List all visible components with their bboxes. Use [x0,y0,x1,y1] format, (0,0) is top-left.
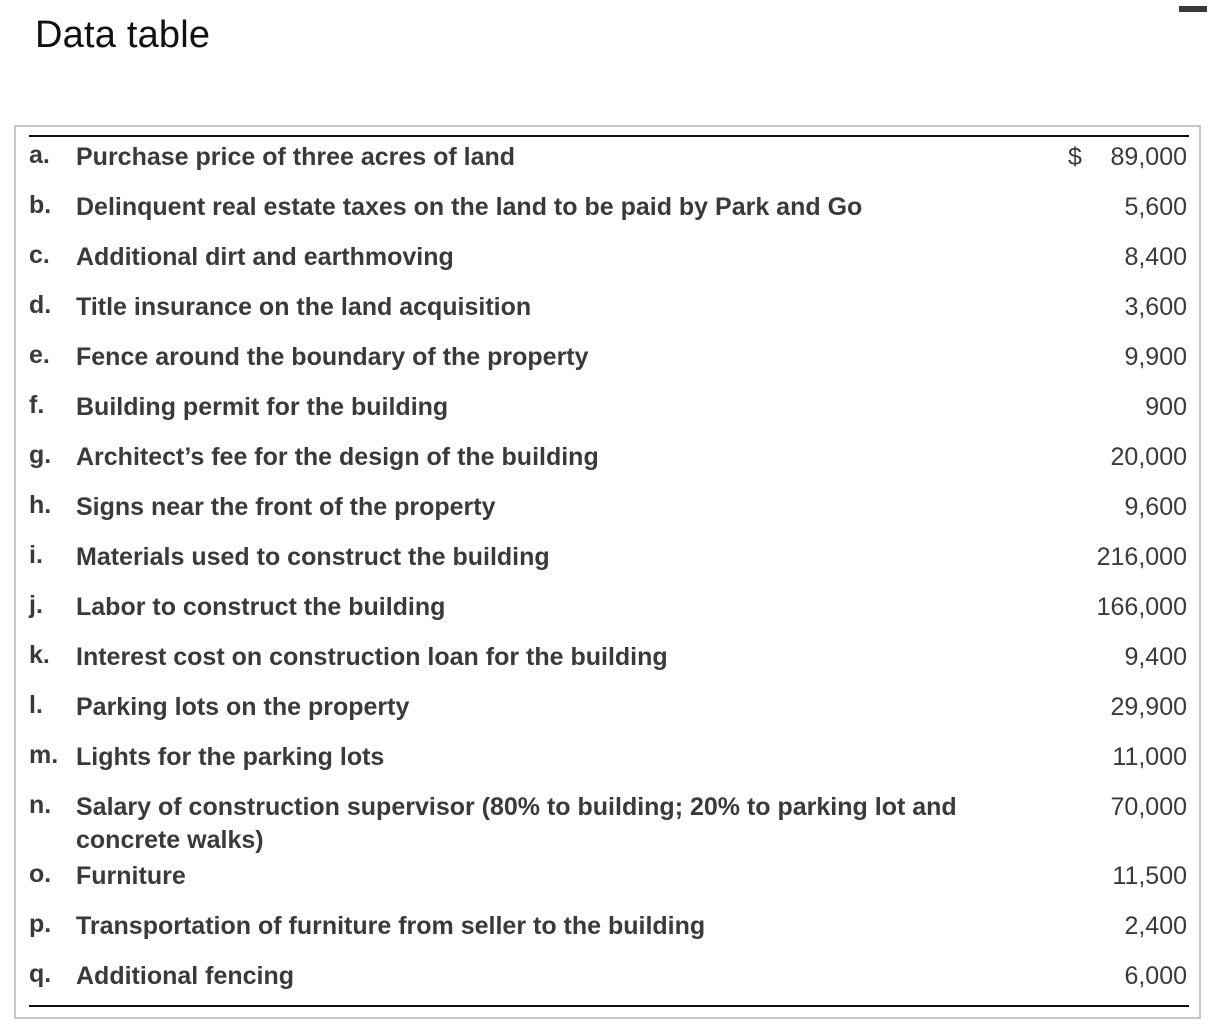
row-amount: 29,900 [1110,693,1187,721]
row-description: Fence around the boundary of the property [76,343,589,371]
row-description: Interest cost on construction loan for the building [76,643,668,671]
row-letter: l. [29,691,43,719]
row-letter: n. [29,791,52,819]
row-description: Furniture [76,862,186,890]
row-description: Signs near the front of the property [76,493,496,521]
row-description: Parking lots on the property [76,693,410,721]
page-title: Data table [35,14,211,56]
row-amount: 3,600 [1124,293,1187,321]
row-letter: f. [29,391,45,419]
row-description: Title insurance on the land acquisition [76,293,532,321]
row-letter: j. [29,591,43,619]
row-description: Building permit for the building [76,393,449,421]
row-letter: q. [29,960,52,988]
table-top-rule [29,135,1189,137]
row-letter: m. [29,741,59,769]
row-amount: 166,000 [1096,593,1187,621]
row-description: Additional dirt and earthmoving [76,243,454,271]
row-amount: 6,000 [1124,962,1187,990]
currency-symbol: $ [1068,143,1082,171]
row-letter: h. [29,491,52,519]
row-description: Delinquent real estate taxes on the land to be paid by Park and Go [76,193,863,221]
row-amount: 5,600 [1124,193,1187,221]
row-letter: i. [29,541,43,569]
row-letter: b. [29,191,52,219]
row-amount: 11,500 [1112,862,1187,890]
row-amount: 2,400 [1124,912,1187,940]
table-bottom-rule [29,1005,1189,1007]
row-description: Salary of construction supervisor (80% to building; 20% to parking lot and concrete walks) [76,793,957,854]
row-description: Labor to construct the building [76,593,446,621]
row-amount: 20,000 [1110,443,1187,471]
row-amount: 9,600 [1124,493,1187,521]
row-amount: 11,000 [1112,743,1187,771]
row-letter: k. [29,641,50,669]
row-amount: 8,400 [1124,243,1187,271]
row-amount: 900 [1145,393,1187,421]
row-description: Lights for the parking lots [76,743,385,771]
row-letter: o. [29,860,52,888]
row-letter: c. [29,241,50,269]
row-amount: 216,000 [1096,543,1187,571]
minimize-icon[interactable] [1179,6,1207,12]
row-amount: 70,000 [1110,793,1187,821]
row-letter: e. [29,341,50,369]
row-amount: 9,900 [1124,343,1187,371]
row-amount: 9,400 [1124,643,1187,671]
data-table [14,125,1201,1019]
row-letter: g. [29,441,52,469]
row-description: Additional fencing [76,962,295,990]
row-description: Transportation of furniture from seller to the building [76,912,706,940]
row-description: Purchase price of three acres of land [76,143,516,171]
row-description: Materials used to construct the building [76,543,550,571]
row-amount: 89,000 [1110,143,1187,171]
row-letter: a. [29,141,50,169]
row-description: Architect’s fee for the design of the building [76,443,599,471]
row-letter: d. [29,291,52,319]
row-letter: p. [29,910,52,938]
